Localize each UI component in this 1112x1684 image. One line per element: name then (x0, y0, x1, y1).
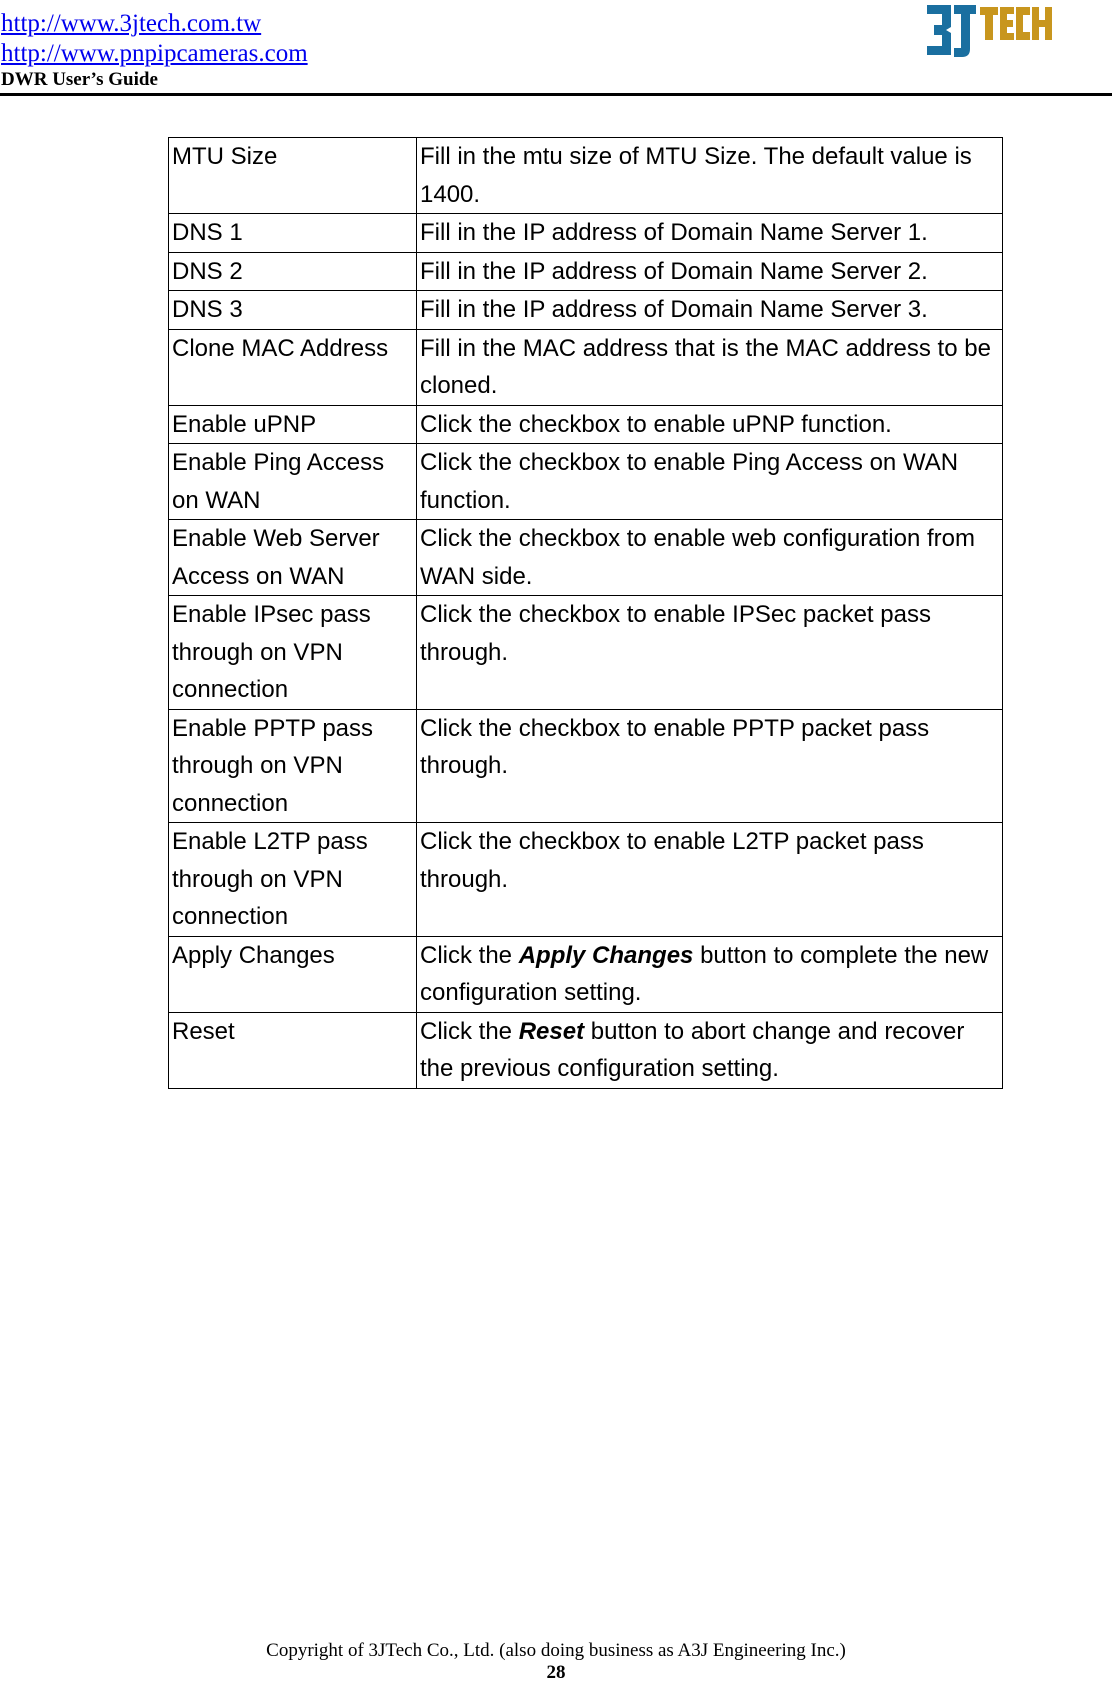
setting-description: Fill in the IP address of Domain Name Server 3. (417, 291, 1003, 330)
desc-prefix: Click the (420, 941, 519, 969)
setting-description: Click the checkbox to enable web configuration from WAN side. (417, 520, 1003, 596)
setting-name: Enable Web Server Access on WAN (169, 520, 417, 596)
setting-description: Fill in the mtu size of MTU Size. The default value is 1400. (417, 138, 1003, 214)
table-row (169, 444, 1003, 520)
table-row (169, 405, 1003, 444)
table-row (169, 823, 1003, 937)
setting-description: Click the checkbox to enable uPNP function. (417, 405, 1003, 444)
setting-name: Enable Ping Access on WAN (169, 444, 417, 520)
guide-title: DWR User’s Guide (1, 69, 158, 90)
table-row (169, 138, 1003, 214)
table-row (169, 596, 1003, 710)
page-number: 28 (546, 1662, 566, 1683)
table-row (169, 291, 1003, 330)
setting-description: Fill in the MAC address that is the MAC address to be cloned. (417, 329, 1003, 405)
table-row (169, 520, 1003, 596)
table-row (169, 329, 1003, 405)
website-link-3jtech[interactable]: http://www.3jtech.com.tw (1, 10, 262, 37)
table-row (169, 214, 1003, 253)
setting-name: DNS 2 (169, 252, 417, 291)
setting-description: Click the checkbox to enable PPTP packet pass through. (417, 709, 1003, 823)
desc-suffix: button to abort change and recover the previous configuration setting. (420, 1017, 965, 1082)
setting-description: Fill in the IP address of Domain Name Server 1. (417, 214, 1003, 253)
website-link-pnpipcameras[interactable]: http://www.pnpipcameras.com (1, 40, 308, 67)
setting-name: DNS 1 (169, 214, 417, 253)
desc-prefix: Click the (420, 1017, 519, 1045)
apply-changes-term: Apply Changes (518, 941, 694, 969)
setting-description: Click the checkbox to enable IPSec packet pass through. (417, 596, 1003, 710)
3jtech-logo-icon (924, 0, 1056, 60)
page-header (0, 0, 1112, 98)
setting-name: Reset (169, 1012, 417, 1088)
copyright-text: Copyright of 3JTech Co., Ltd. (also doing business as A3J Engineering Inc.) (266, 1640, 846, 1661)
setting-name: Enable L2TP pass through on VPN connection (169, 823, 417, 937)
setting-description: Click the checkbox to enable Ping Access on WAN function. (417, 444, 1003, 520)
setting-description: Fill in the IP address of Domain Name Server 2. (417, 252, 1003, 291)
table-row (169, 709, 1003, 823)
setting-name: Enable PPTP pass through on VPN connection (169, 709, 417, 823)
desc-suffix: button to complete the new configuration setting. (420, 941, 989, 1006)
setting-description (417, 1012, 1003, 1088)
setting-description: Click the checkbox to enable L2TP packet pass through. (417, 823, 1003, 937)
page-footer (0, 1640, 1112, 1684)
setting-name: DNS 3 (169, 291, 417, 330)
table-row (169, 1012, 1003, 1088)
setting-description (417, 936, 1003, 1012)
setting-name: MTU Size (169, 138, 417, 214)
setting-name: Enable IPsec pass through on VPN connection (169, 596, 417, 710)
setting-name: Apply Changes (169, 936, 417, 1012)
setting-name: Enable uPNP (169, 405, 417, 444)
header-rule (0, 93, 1112, 96)
table-row (169, 936, 1003, 1012)
reset-term: Reset (518, 1017, 585, 1045)
table-row (169, 252, 1003, 291)
setting-name: Clone MAC Address (169, 329, 417, 405)
settings-description-table (168, 137, 1003, 1089)
